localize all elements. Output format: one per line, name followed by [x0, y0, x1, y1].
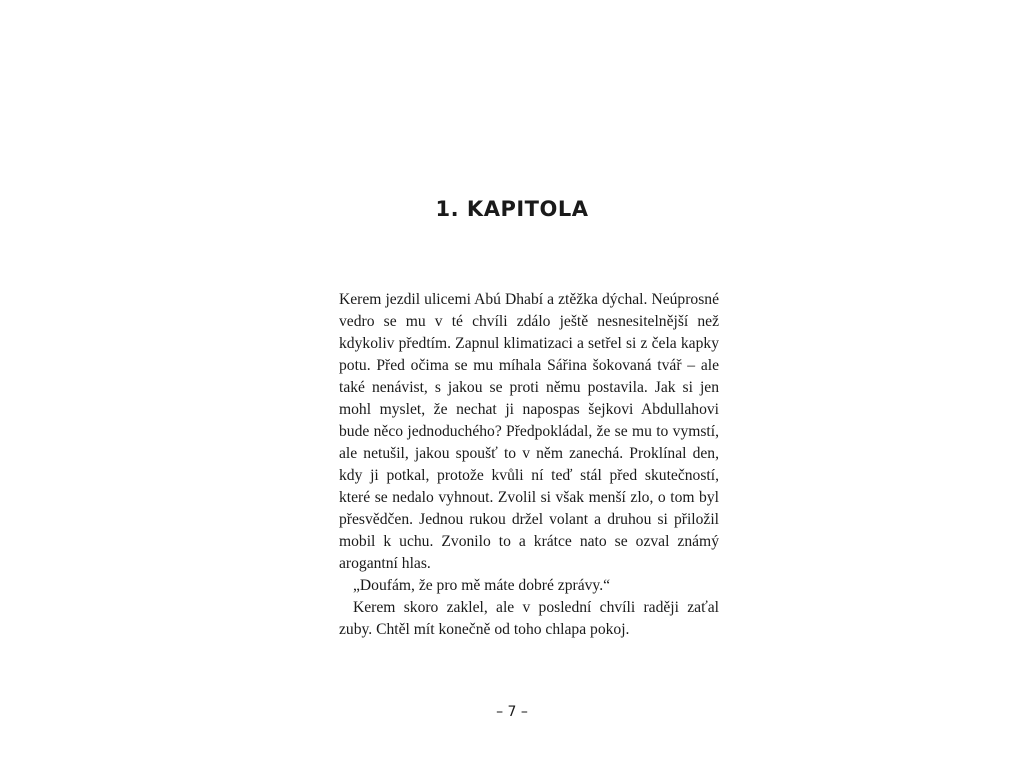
chapter-title: 1. KAPITOLA — [435, 197, 589, 221]
chapter-body — [339, 289, 719, 641]
page-number: – 7 – — [496, 704, 528, 720]
paragraph-1: Kerem jezdil ulicemi Abú Dhabí a ztěžka dýchal. Neúprosné vedro se mu v té chvíli zdálo ještě nesnesitelnější než kdykoliv předtím. Zapnul klimatizaci a setřel si z čela kapky potu. Před očima se mu míhala Sářina šokovaná tvář – ale také nenávist, s jakou se proti němu postavila. Jak si jen mohl myslet, že nechat ji napospas šejkovi Abdullahovi bude něco jednoduchého? Předpokládal, že se mu to vymstí, ale netušil, jakou spoušť to v něm zanechá. Proklínal den, kdy ji potkal, protože kvůli ní teď stál před skutečností, které se nedalo vyhnout. Zvolil si však menší zlo, o tom byl přesvědčen. Jednou rukou držel volant a druhou si přiložil mobil k uchu. Zvonilo to a krátce nato se ozval známý arogantní hlas. — [339, 291, 719, 572]
paragraph-3: Kerem skoro zaklel, ale v poslední chvíli raději zaťal zuby. Chtěl mít konečně od toho chlapa pokoj. — [339, 599, 719, 638]
paragraph-2: „Doufám, že pro mě máte dobré zprávy.“ — [353, 577, 611, 594]
